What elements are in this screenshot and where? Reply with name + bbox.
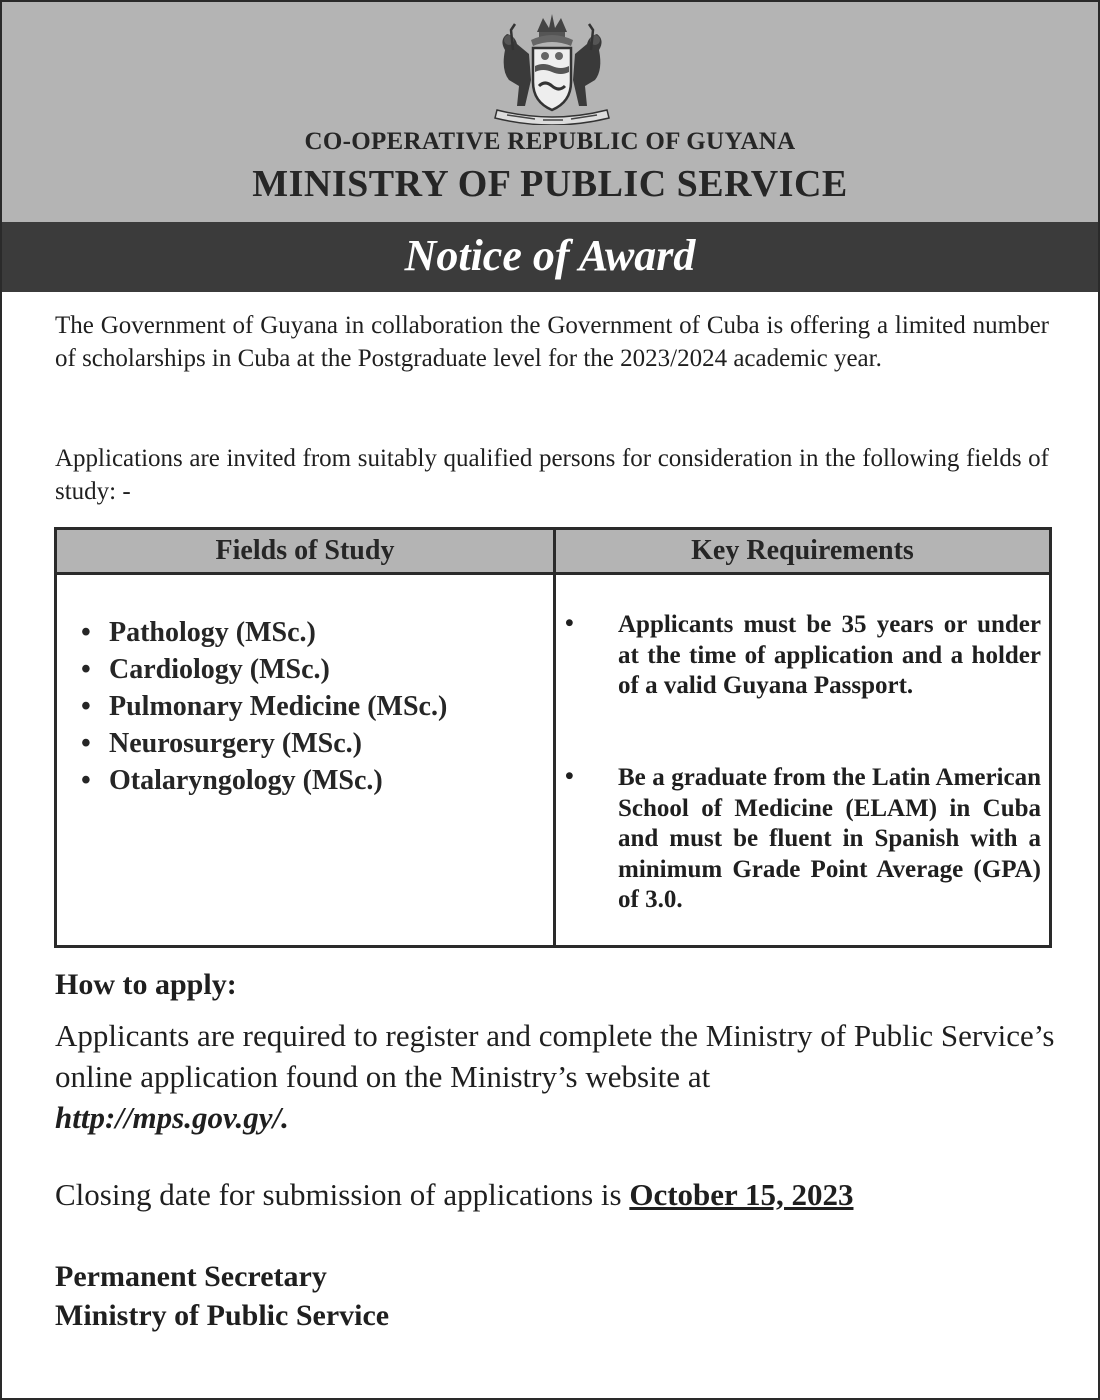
requirement-item bbox=[565, 763, 1041, 916]
field-name: Cardiology (MSc.) bbox=[109, 654, 330, 685]
ministry-name: MINISTRY OF PUBLIC SERVICE bbox=[252, 163, 848, 205]
invitation-paragraph: Applications are invited from suitably qualified persons for consideration in the following fields of study: - bbox=[55, 445, 1049, 505]
coat-of-arms-icon bbox=[487, 10, 617, 125]
signatory-title: Permanent Secretary bbox=[55, 1260, 327, 1293]
closing-date: October 15, 2023 bbox=[629, 1177, 854, 1212]
closing-date-line bbox=[55, 1177, 853, 1213]
republic-name: CO-OPERATIVE REPUBLIC OF GUYANA bbox=[304, 128, 796, 155]
bullet-icon: • bbox=[565, 610, 574, 637]
signatory-ministry: Ministry of Public Service bbox=[55, 1299, 390, 1332]
signature-block bbox=[55, 1257, 389, 1335]
notice-title: Notice of Award bbox=[404, 231, 696, 280]
intro-paragraph: The Government of Guyana in collaboration the Government of Cuba is offering a limited number of scholarships in Cuba at the Postgraduate level for the 2023/2024 academic year. bbox=[55, 312, 1049, 372]
fields-header: Fields of Study bbox=[57, 530, 553, 572]
bullet-icon: • bbox=[81, 617, 91, 648]
requirement-item bbox=[565, 610, 1041, 702]
requirements-header: Key Requirements bbox=[556, 530, 1049, 572]
header-banner bbox=[2, 2, 1098, 222]
how-to-apply-heading: How to apply: bbox=[55, 968, 237, 1001]
website-link[interactable]: http://mps.gov.gy/. bbox=[55, 1100, 289, 1135]
bullet-icon: • bbox=[81, 728, 91, 759]
bullet-icon: • bbox=[81, 654, 91, 685]
requirement-text: Be a graduate from the Latin American School of Medicine (ELAM) in Cuba and must be fluent in Spanish with a minimum Grade Point Average (GPA) of 3.0. bbox=[618, 764, 1041, 913]
list-item bbox=[81, 651, 447, 688]
column-divider bbox=[553, 530, 556, 945]
how-to-apply-text bbox=[55, 1015, 1055, 1138]
list-item bbox=[81, 614, 447, 651]
list-item bbox=[81, 688, 447, 725]
fields-requirements-table bbox=[54, 527, 1052, 948]
bullet-icon: • bbox=[81, 691, 91, 722]
field-name: Pulmonary Medicine (MSc.) bbox=[109, 691, 448, 722]
fields-list bbox=[81, 614, 447, 799]
list-item bbox=[81, 762, 447, 799]
closing-text: Closing date for submission of applications is bbox=[55, 1177, 622, 1212]
notice-title-bar bbox=[2, 222, 1098, 292]
requirement-text: Applicants must be 35 years or under at the time of application and a holder of a valid Guyana Passport. bbox=[618, 611, 1041, 699]
list-item bbox=[81, 725, 447, 762]
field-name: Otalaryngology (MSc.) bbox=[109, 765, 383, 796]
apply-instructions: Applicants are required to register and complete the Ministry of Public Service’s online application found on the Ministry’s website at bbox=[55, 1018, 1055, 1094]
bullet-icon: • bbox=[565, 763, 574, 790]
bullet-icon: • bbox=[81, 765, 91, 796]
field-name: Pathology (MSc.) bbox=[109, 617, 316, 648]
field-name: Neurosurgery (MSc.) bbox=[109, 728, 362, 759]
